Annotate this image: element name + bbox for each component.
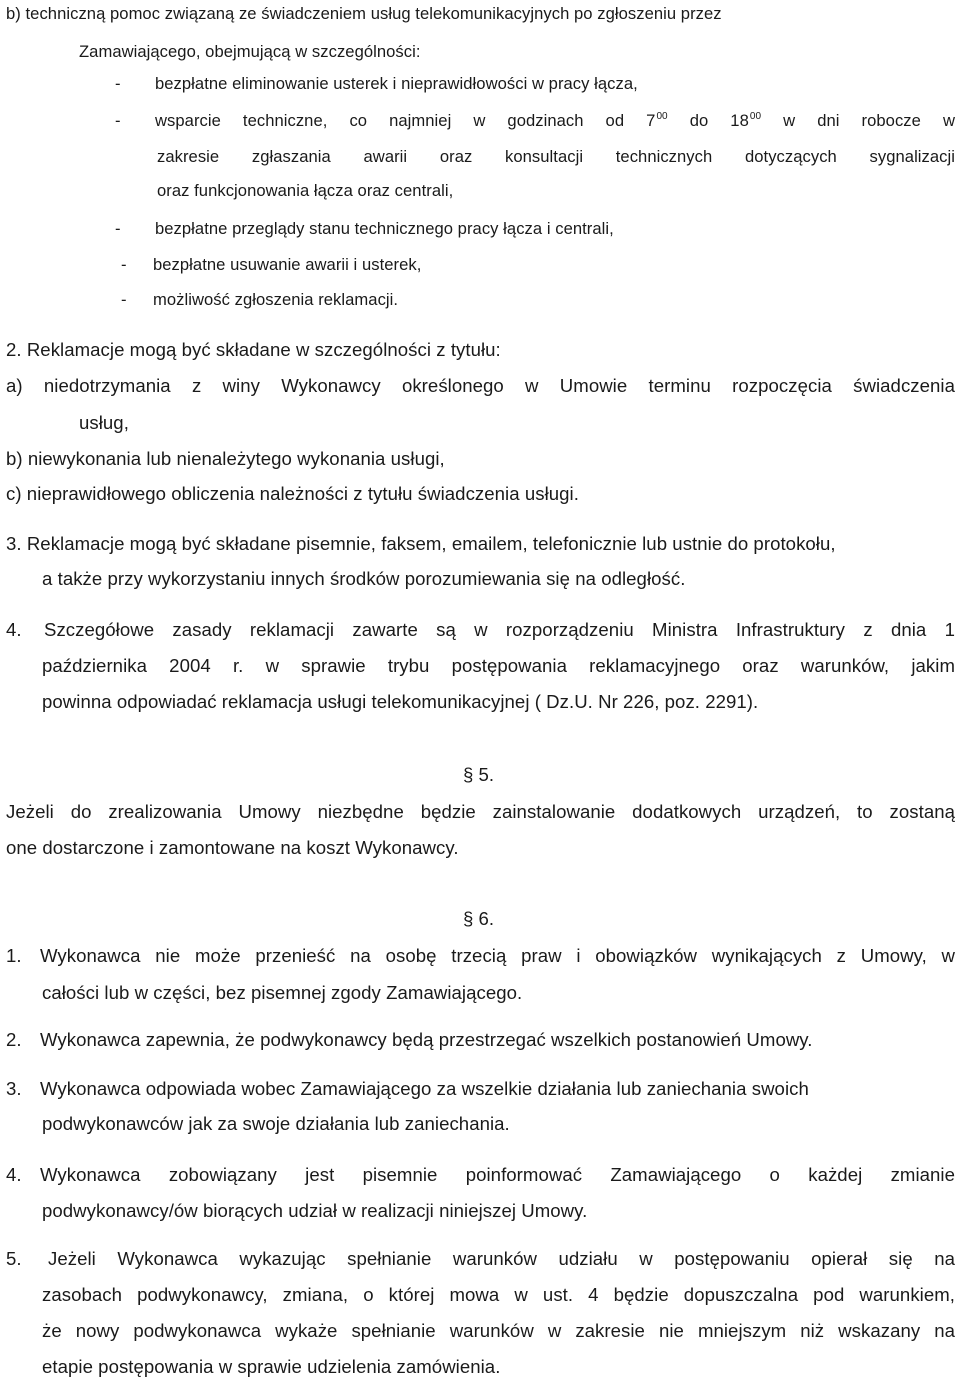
- section-6-item-2-number: 2.: [6, 1029, 22, 1050]
- paragraph-3-line-2: a także przy wykorzystaniu innych środków porozumiewania się na odległość.: [42, 568, 686, 589]
- section-6-item-3-line-1: Wykonawca odpowiada wobec Zamawiającego za wszelkie działania lub zaniechania swoich: [40, 1078, 809, 1099]
- list-dash: -: [115, 74, 121, 93]
- paragraph-2-c: c) nieprawidłowego obliczenia należności z tytułu świadczenia usługi.: [6, 483, 579, 504]
- section-6-item-3-line-2: podwykonawców jak za swoje działania lub zaniechania.: [42, 1113, 510, 1134]
- paragraph-2-lead: 2. Reklamacje mogą być składane w szczególności z tytułu:: [6, 339, 501, 360]
- section-6-item-5-line-4: etapie postępowania w sprawie udzielenia zamówienia.: [42, 1356, 501, 1377]
- paragraph-4-line-3: powinna odpowiadać reklamacja usługi telekomunikacyjnej ( Dz.U. Nr 226, poz. 2291).: [42, 691, 759, 712]
- section-6-item-5-number: 5.: [6, 1248, 22, 1269]
- list-dash: -: [115, 219, 121, 238]
- paragraph-2-b: b) niewykonania lub nienależytego wykonania usługi,: [6, 448, 445, 469]
- section-6-item-3-number: 3.: [6, 1078, 22, 1099]
- section-6-item-4-line-1: Wykonawca zobowiązany jest pisemnie poinformować Zamawiającego o każdej zmianie: [40, 1164, 955, 1185]
- section-6-item-1-line-1: Wykonawca nie może przenieść na osobę trzecią praw i obowiązków wynikających z Umowy, w: [40, 945, 955, 966]
- section-5-heading: § 5.: [463, 764, 495, 785]
- paragraph-4-number: 4.: [6, 619, 22, 640]
- list-dash: -: [121, 255, 127, 274]
- list-item-2-line-2: zakresie zgłaszania awarii oraz konsultacji technicznych dotyczących sygnalizacji: [157, 147, 955, 166]
- paragraph-3-line-1: 3. Reklamacje mogą być składane pisemnie, faksem, emailem, telefonicznie lub ustnie do protokołu,: [6, 533, 836, 554]
- list-item-5: możliwość zgłoszenia reklamacji.: [153, 290, 399, 309]
- list-item-2-line-1: wsparcie techniczne, co najmniej w godzinach od $7^{00}$ do $18^{00}$ w dni robocze w: [155, 111, 956, 130]
- paragraph-2-a-line-1: a) niedotrzymania z winy Wykonawcy określonego w Umowie terminu rozpoczęcia świadczenia: [6, 375, 955, 396]
- section-6-item-5-line-1: Jeżeli Wykonawca wykazując spełnianie warunków udziału w postępowaniu opierał się na: [48, 1248, 955, 1269]
- paragraph-2-a-line-2: usług,: [79, 412, 129, 433]
- paragraph-4-line-2: października 2004 r. w sprawie trybu postępowania reklamacyjnego oraz warunków, jakim: [42, 655, 955, 676]
- section-6-item-5-line-3: że nowy podwykonawca wykaże spełnianie warunków w zakresie nie mniejszym niż wskazany na: [42, 1320, 955, 1341]
- section-6-item-1-line-2: całości lub w części, bez pisemnej zgody Zamawiającego.: [42, 982, 523, 1003]
- section-5-line-1: Jeżeli do zrealizowania Umowy niezbędne będzie zainstalowanie dodatkowych urządzeń, to zostaną: [6, 801, 955, 822]
- section-6-heading: § 6.: [463, 908, 495, 929]
- list-dash: -: [121, 290, 127, 309]
- list-item-3: bezpłatne przeglądy stanu technicznego pracy łącza i centrali,: [155, 219, 614, 238]
- list-item-2-line-3: oraz funkcjonowania łącza oraz centrali,: [157, 181, 454, 200]
- section-6-item-5-line-2: zasobach podwykonawcy, zmiana, o której mowa w ust. 4 będzie dopuszczalna pod warunkiem,: [42, 1284, 955, 1305]
- section-6-item-4-line-2: podwykonawcy/ów biorących udział w realizacji niniejszej Umowy.: [42, 1200, 588, 1221]
- list-item-4: bezpłatne usuwanie awarii i usterek,: [153, 255, 422, 274]
- list-dash: -: [115, 111, 121, 130]
- paragraph-b-intro-line-2: Zamawiającego, obejmującą w szczególności:: [79, 42, 421, 61]
- list-item-1: bezpłatne eliminowanie usterek i nieprawidłowości w pracy łącza,: [155, 74, 638, 93]
- section-6-item-2-line-1: Wykonawca zapewnia, że podwykonawcy będą przestrzegać wszelkich postanowień Umowy.: [40, 1029, 813, 1050]
- section-5-line-2: one dostarczone i zamontowane na koszt Wykonawcy.: [6, 837, 459, 858]
- section-6-item-1-number: 1.: [6, 945, 22, 966]
- paragraph-4-line-1: Szczegółowe zasady reklamacji zawarte są w rozporządzeniu Ministra Infrastruktury z dnia 1: [44, 619, 955, 640]
- section-6-item-4-number: 4.: [6, 1164, 22, 1185]
- paragraph-b-intro-line-1: b) techniczną pomoc związaną ze świadczeniem usług telekomunikacyjnych po zgłoszeniu przez: [6, 4, 722, 23]
